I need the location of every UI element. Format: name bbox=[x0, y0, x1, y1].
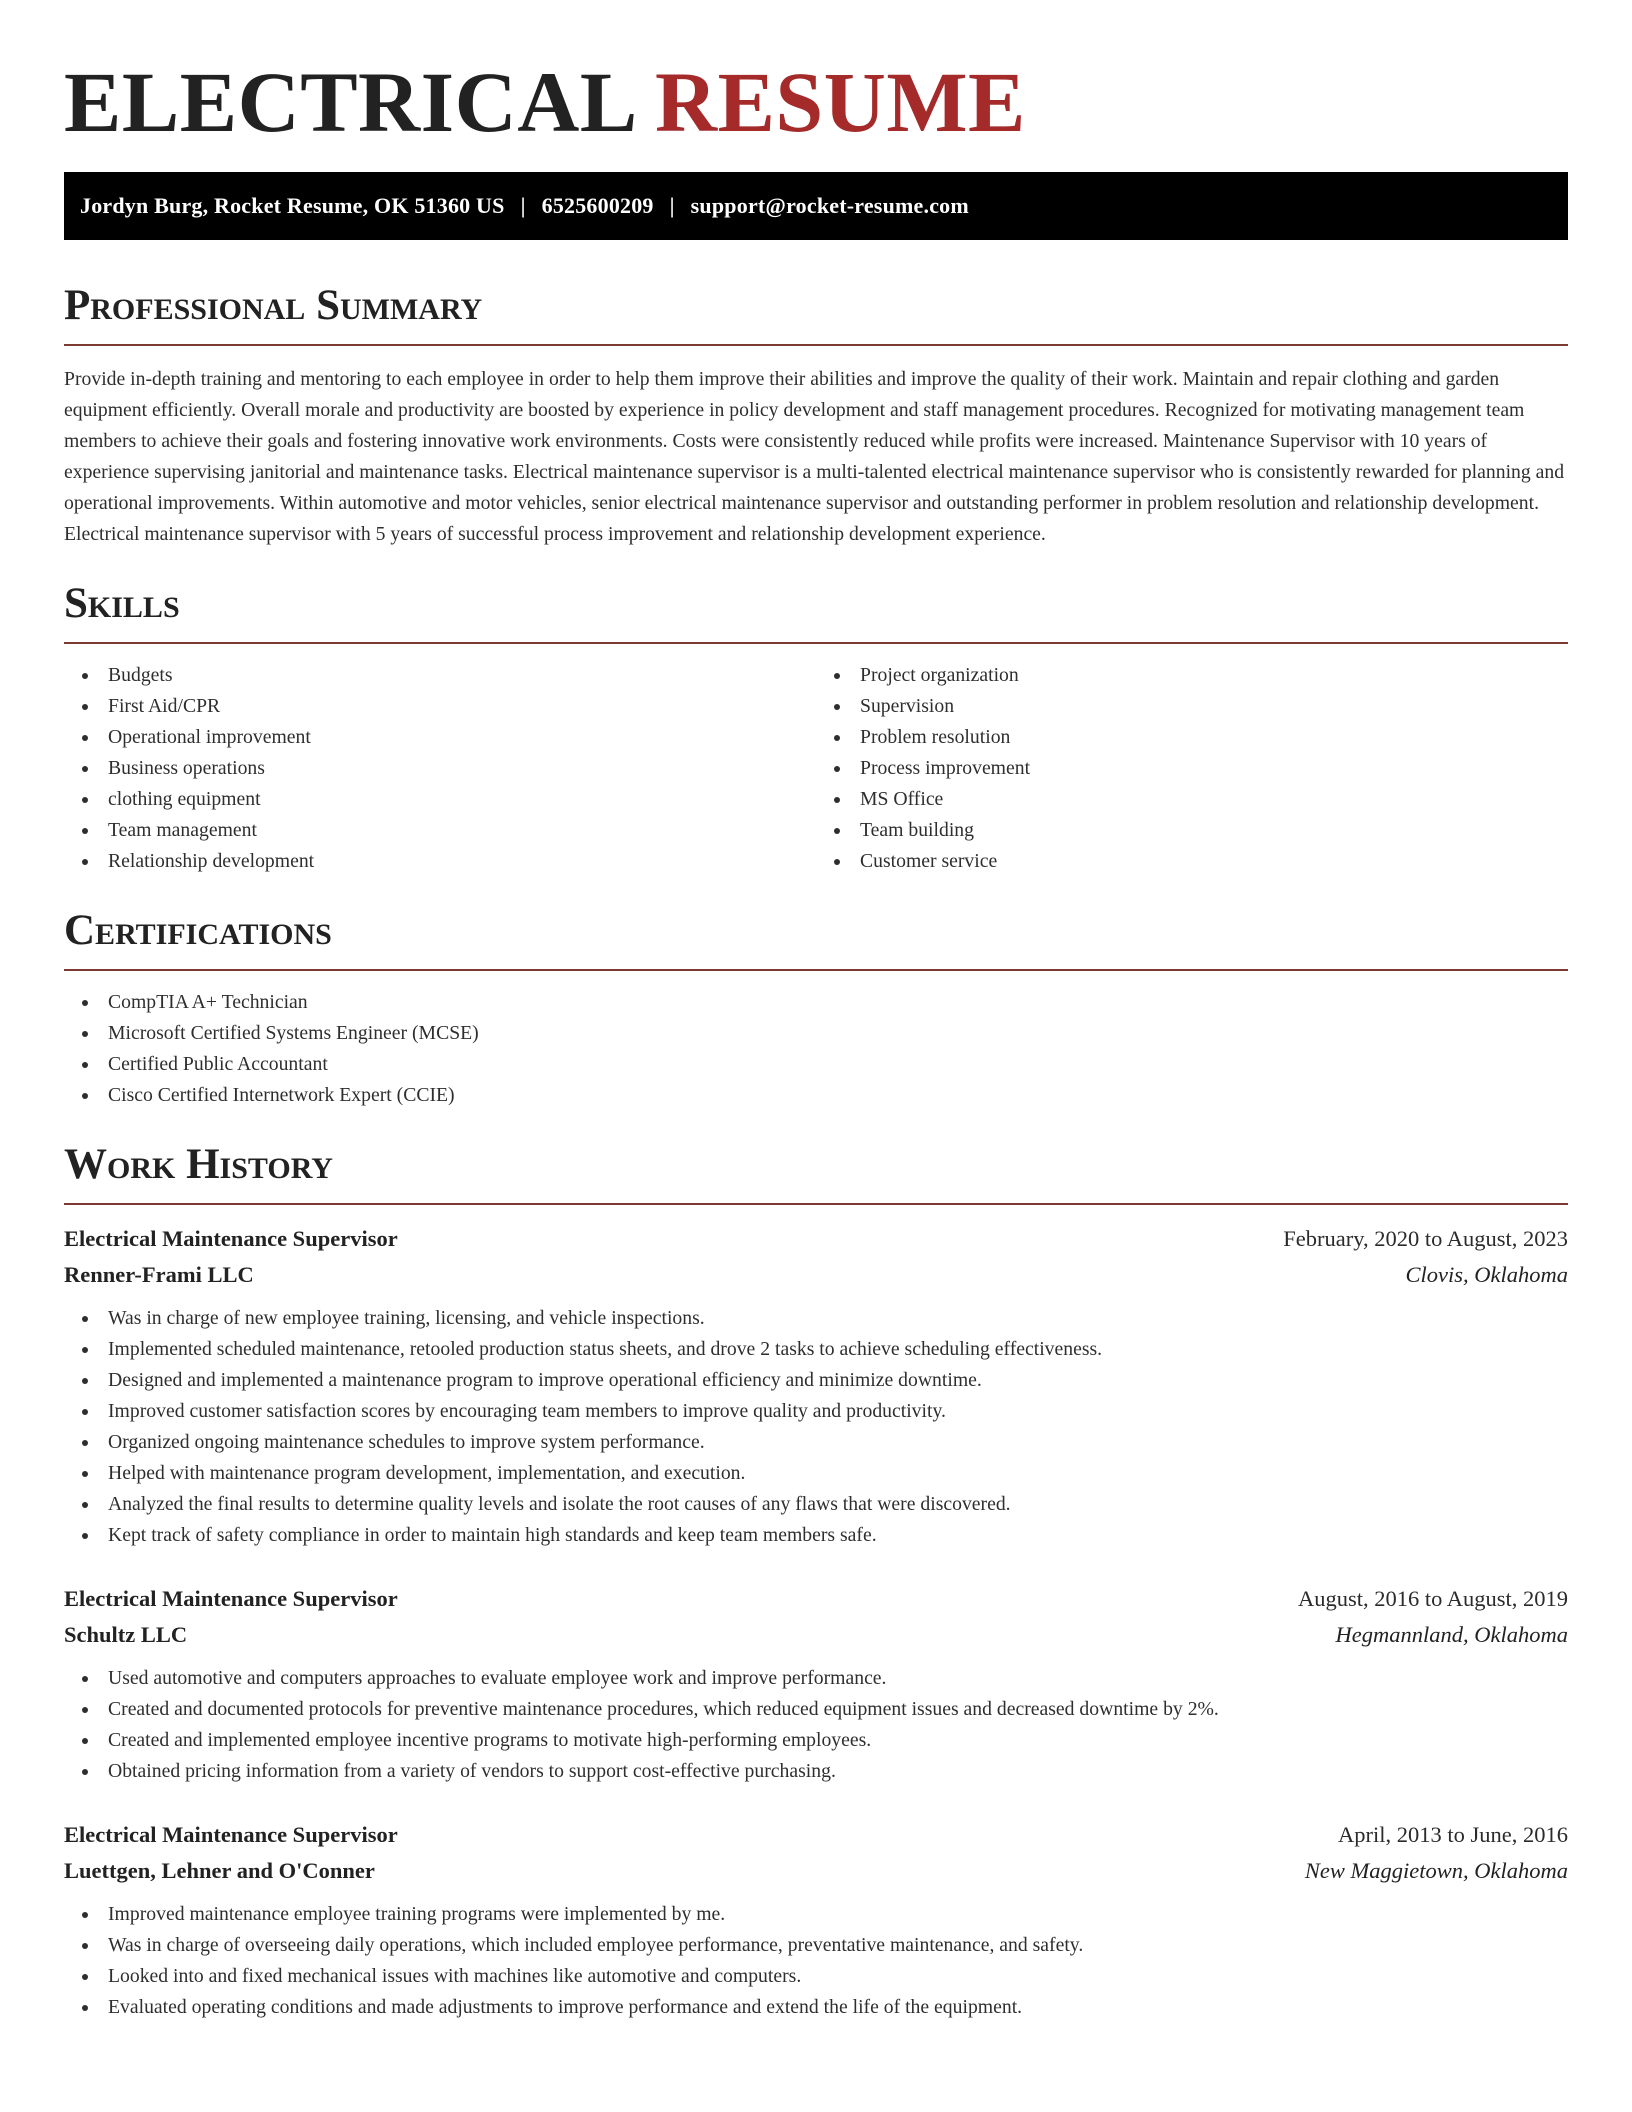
job-duty: Used automotive and computers approaches to evaluate employee work and improve performance. bbox=[64, 1663, 1568, 1694]
certifications-section bbox=[64, 905, 1568, 1111]
title-main: ELECTRICAL bbox=[64, 54, 633, 150]
job-duty: Evaluated operating conditions and made adjustments to improve performance and extend the life of the equipment. bbox=[64, 1992, 1568, 2023]
job-dates: August, 2016 to August, 2019 bbox=[1297, 1586, 1568, 1611]
job-title: Electrical Maintenance Supervisor bbox=[64, 1586, 398, 1611]
skills-column-right bbox=[816, 644, 1568, 877]
skill-item: MS Office bbox=[816, 784, 1568, 815]
job-entry bbox=[64, 1221, 1568, 1551]
job-title-row bbox=[64, 1221, 1568, 1257]
job-duty: Designed and implemented a maintenance program to improve operational efficiency and minimize downtime. bbox=[64, 1365, 1568, 1396]
job-location: New Maggietown, Oklahoma bbox=[1304, 1858, 1568, 1883]
job-entry bbox=[64, 1581, 1568, 1787]
job-duties-list bbox=[64, 1303, 1568, 1551]
resume-title bbox=[64, 52, 1568, 152]
job-title: Electrical Maintenance Supervisor bbox=[64, 1226, 398, 1251]
job-dates: April, 2013 to June, 2016 bbox=[1338, 1822, 1568, 1847]
job-duty: Organized ongoing maintenance schedules to improve system performance. bbox=[64, 1427, 1568, 1458]
skill-item: Business operations bbox=[64, 753, 816, 784]
job-location: Clovis, Oklahoma bbox=[1405, 1262, 1568, 1287]
section-divider bbox=[64, 969, 1568, 971]
job-dates: February, 2020 to August, 2023 bbox=[1283, 1226, 1568, 1251]
skill-item: Project organization bbox=[816, 660, 1568, 691]
work-history-heading: Work History bbox=[64, 1141, 333, 1188]
section-divider bbox=[64, 344, 1568, 346]
job-duty: Created and implemented employee incentive programs to motivate high-performing employees. bbox=[64, 1725, 1568, 1756]
job-company-row bbox=[64, 1853, 1568, 1889]
job-duty: Helped with maintenance program development, implementation, and execution. bbox=[64, 1458, 1568, 1489]
job-duty: Was in charge of overseeing daily operations, which included employee performance, preventative maintenance, and safety. bbox=[64, 1930, 1568, 1961]
job-duties-list bbox=[64, 1899, 1568, 2023]
contact-separator: | bbox=[520, 193, 526, 218]
job-duty: Created and documented protocols for preventive maintenance procedures, which reduced equipment issues and decreased downtime by 2%. bbox=[64, 1694, 1568, 1725]
skill-item: Customer service bbox=[816, 846, 1568, 877]
contact-separator: | bbox=[669, 193, 675, 218]
job-duty: Was in charge of new employee training, licensing, and vehicle inspections. bbox=[64, 1303, 1568, 1334]
job-duty: Looked into and fixed mechanical issues with machines like automotive and computers. bbox=[64, 1961, 1568, 1992]
certifications-heading: Certifications bbox=[64, 907, 332, 954]
job-company: Luettgen, Lehner and O'Conner bbox=[64, 1858, 375, 1883]
skill-item: Team management bbox=[64, 815, 816, 846]
summary-text: Provide in-depth training and mentoring to each employee in order to help them improve their abilities and improve the quality of their work. Maintain and repair clothing and garden equipment efficiently. Overall morale and productivity are boosted by experience in policy development and staff management procedures. Recognized for motivating management team members to achieve their goals and fostering innovative work environments. Costs were consistently reduced while profits were increased. Maintenance Supervisor with 10 years of experience supervising janitorial and maintenance tasks. Electrical maintenance supervisor is a multi-talented electrical maintenance supervisor who is consistently rewarded for planning and operational improvements. Within automotive and motor vehicles, senior electrical maintenance supervisor and outstanding performer in problem resolution and relationship development. Electrical maintenance supervisor with 5 years of successful process improvement and relationship development experience. bbox=[64, 368, 1565, 545]
job-title-row bbox=[64, 1581, 1568, 1617]
job-company-row bbox=[64, 1617, 1568, 1653]
skill-item: Supervision bbox=[816, 691, 1568, 722]
skills-list-right bbox=[816, 660, 1568, 877]
job-entry bbox=[64, 1817, 1568, 2023]
job-company: Renner-Frami LLC bbox=[64, 1262, 254, 1287]
skill-item: Budgets bbox=[64, 660, 816, 691]
skill-item: Operational improvement bbox=[64, 722, 816, 753]
skills-column-left bbox=[64, 644, 816, 877]
job-duty: Improved maintenance employee training programs were implemented by me. bbox=[64, 1899, 1568, 1930]
certification-item: Certified Public Accountant bbox=[64, 1049, 1568, 1080]
job-title-row bbox=[64, 1817, 1568, 1853]
job-duty: Kept track of safety compliance in order to maintain high standards and keep team members safe. bbox=[64, 1520, 1568, 1551]
job-location: Hegmannland, Oklahoma bbox=[1335, 1622, 1568, 1647]
summary-section bbox=[64, 280, 1568, 550]
skill-item: clothing equipment bbox=[64, 784, 816, 815]
skills-list-left bbox=[64, 660, 816, 877]
skills-grid bbox=[64, 644, 1568, 877]
title-accent: RESUME bbox=[654, 54, 1026, 150]
summary-heading: Professional Summary bbox=[64, 282, 483, 329]
contact-bar bbox=[64, 172, 1568, 240]
skills-section bbox=[64, 578, 1568, 877]
certification-item: CompTIA A+ Technician bbox=[64, 987, 1568, 1018]
contact-address: Jordyn Burg, Rocket Resume, OK 51360 US bbox=[80, 193, 505, 218]
skills-heading: Skills bbox=[64, 580, 180, 627]
job-duty: Improved customer satisfaction scores by encouraging team members to improve quality and productivity. bbox=[64, 1396, 1568, 1427]
skill-item: Team building bbox=[816, 815, 1568, 846]
skill-item: First Aid/CPR bbox=[64, 691, 816, 722]
section-divider bbox=[64, 1203, 1568, 1205]
contact-email: support@rocket-resume.com bbox=[690, 193, 969, 218]
contact-phone: 6525600209 bbox=[541, 193, 654, 218]
job-duty: Analyzed the final results to determine quality levels and isolate the root causes of any flaws that were discovered. bbox=[64, 1489, 1568, 1520]
job-title: Electrical Maintenance Supervisor bbox=[64, 1822, 398, 1847]
certifications-list bbox=[64, 987, 1568, 1111]
certification-item: Microsoft Certified Systems Engineer (MCSE) bbox=[64, 1018, 1568, 1049]
skill-item: Process improvement bbox=[816, 753, 1568, 784]
skill-item: Relationship development bbox=[64, 846, 816, 877]
job-duties-list bbox=[64, 1663, 1568, 1787]
certification-item: Cisco Certified Internetwork Expert (CCIE) bbox=[64, 1080, 1568, 1111]
skill-item: Problem resolution bbox=[816, 722, 1568, 753]
job-duty: Obtained pricing information from a variety of vendors to support cost-effective purchasing. bbox=[64, 1756, 1568, 1787]
job-duty: Implemented scheduled maintenance, retooled production status sheets, and drove 2 tasks to achieve scheduling effectiveness. bbox=[64, 1334, 1568, 1365]
work-history-section bbox=[64, 1139, 1568, 2023]
job-company: Schultz LLC bbox=[64, 1622, 188, 1647]
job-company-row bbox=[64, 1257, 1568, 1293]
